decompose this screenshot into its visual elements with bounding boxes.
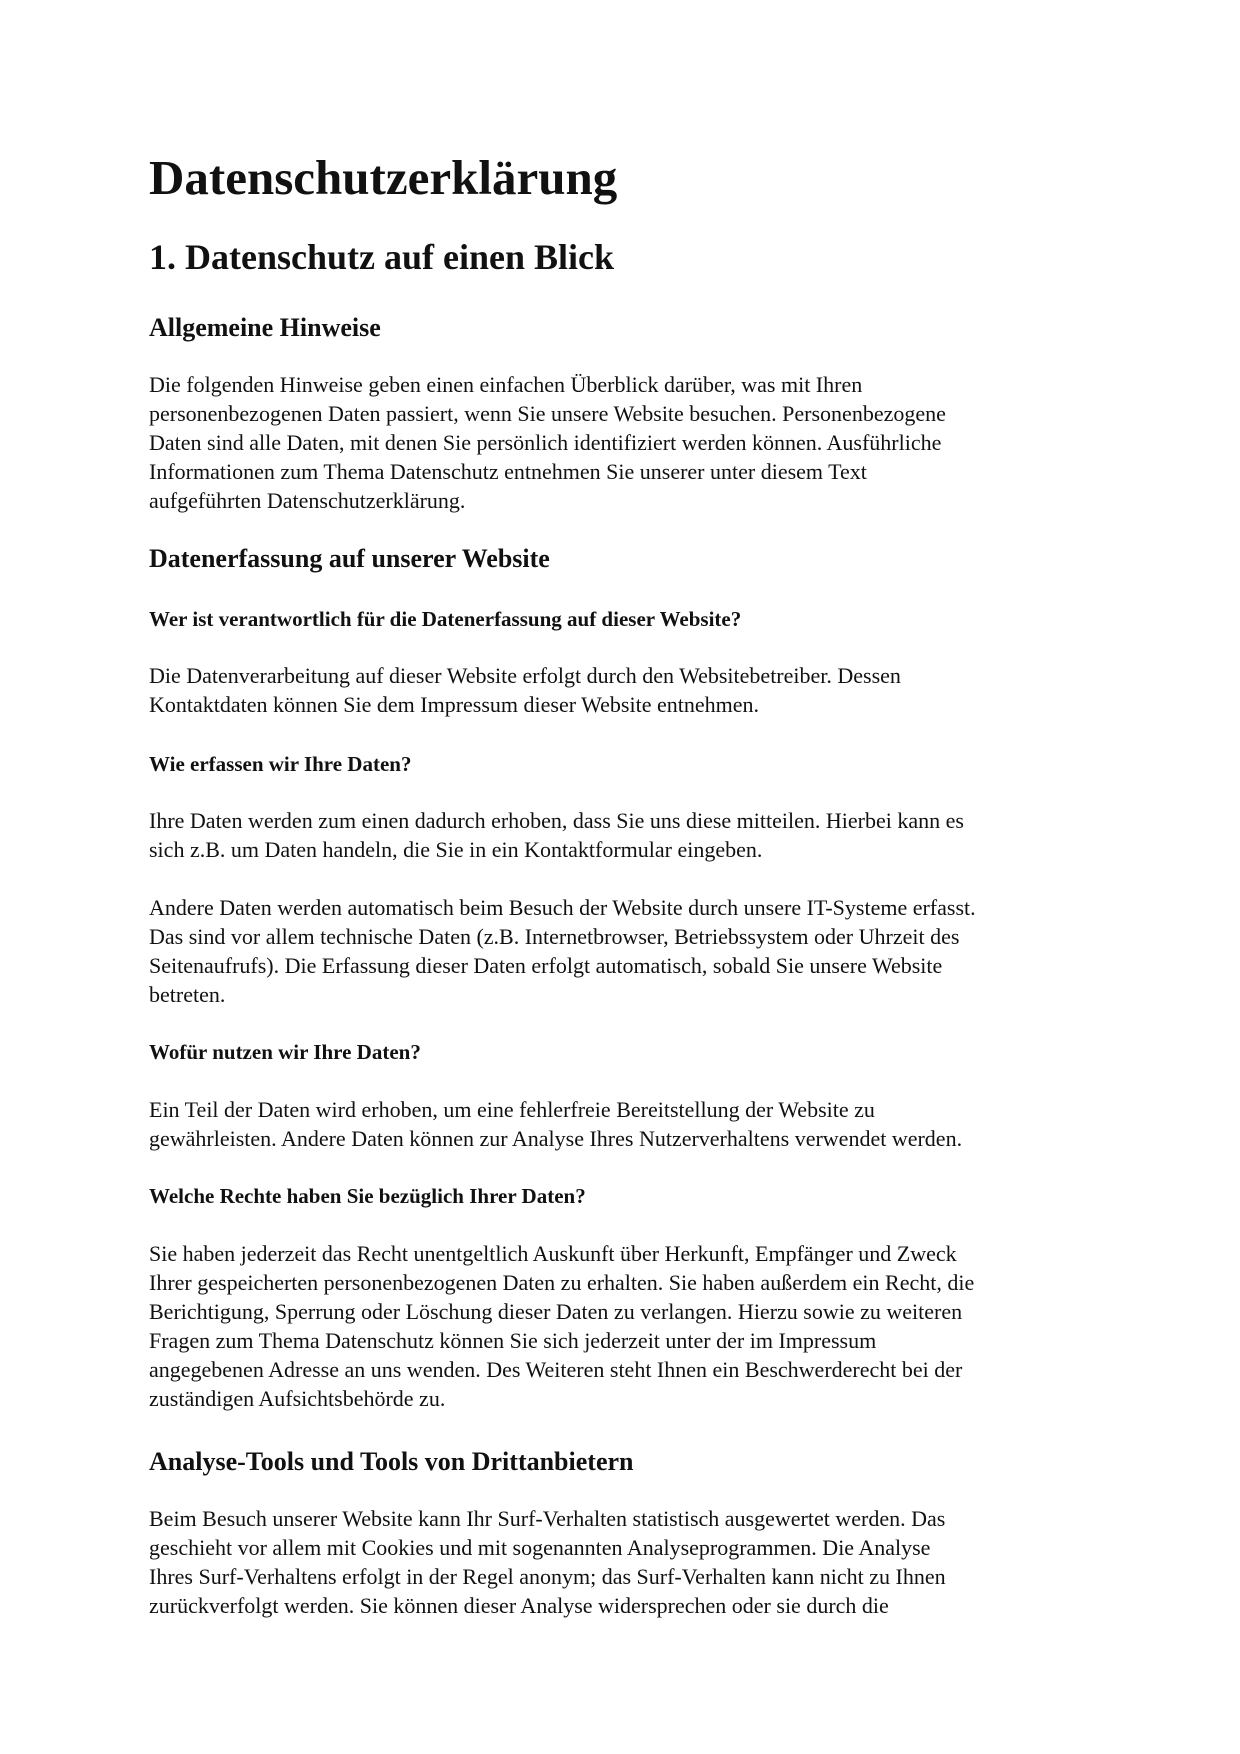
paragraph-rechte: [149, 1239, 1109, 1413]
paragraph-erfassen-2: [149, 893, 1109, 1009]
paragraph-line: Ihres Surf-Verhaltens erfolgt in der Regel anonym; das Surf-Verhalten kann nicht zu Ihnen: [149, 1564, 946, 1589]
paragraph-line: Sie haben jederzeit das Recht unentgeltlich Auskunft über Herkunft, Empfänger und Zweck: [149, 1241, 957, 1266]
paragraph-line: Seitenaufrufs). Die Erfassung dieser Daten erfolgt automatisch, sobald Sie unsere Website: [149, 953, 943, 978]
paragraph-line: Die folgenden Hinweise geben einen einfachen Überblick darüber, was mit Ihren: [149, 372, 863, 397]
paragraph-nutzen: [149, 1095, 1109, 1153]
paragraph-line: Ein Teil der Daten wird erhoben, um eine fehlerfreie Bereitstellung der Website zu: [149, 1097, 875, 1122]
question-heading-nutzen: Wofür nutzen wir Ihre Daten?: [149, 1040, 421, 1064]
paragraph-verantwortlich: [149, 661, 1109, 719]
paragraph-line: geschieht vor allem mit Cookies und mit sogenannten Analyseprogrammen. Die Analyse: [149, 1535, 931, 1560]
paragraph-line: aufgeführten Datenschutzerklärung.: [149, 488, 466, 513]
paragraph-line: Die Datenverarbeitung auf dieser Website erfolgt durch den Websitebetreiber. Dessen: [149, 663, 901, 688]
paragraph-line: Ihre Daten werden zum einen dadurch erhoben, dass Sie uns diese mitteilen. Hierbei kann es: [149, 808, 964, 833]
document-title: Datenschutzerklärung: [149, 150, 618, 205]
paragraph-line: gewährleisten. Andere Daten können zur Analyse Ihres Nutzerverhaltens verwendet werden.: [149, 1126, 963, 1151]
question-heading-erfassen: Wie erfassen wir Ihre Daten?: [149, 752, 412, 776]
question-heading-rechte: Welche Rechte haben Sie bezüglich Ihrer Daten?: [149, 1184, 586, 1208]
paragraph-line: sich z.B. um Daten handeln, die Sie in ein Kontaktformular eingeben.: [149, 837, 763, 862]
paragraph-line: Fragen zum Thema Datenschutz können Sie sich jederzeit unter der im Impressum: [149, 1328, 877, 1353]
heading-allgemeine-hinweise: Allgemeine Hinweise: [149, 313, 381, 342]
paragraph-line: personenbezogenen Daten passiert, wenn Sie unsere Website besuchen. Personenbezogene: [149, 401, 946, 426]
paragraph-line: Das sind vor allem technische Daten (z.B. Internetbrowser, Betriebssystem oder Uhrzeit des: [149, 924, 960, 949]
section-heading: 1. Datenschutz auf einen Blick: [149, 237, 615, 277]
paragraph-erfassen-1: [149, 806, 1109, 864]
paragraph-line: Daten sind alle Daten, mit denen Sie persönlich identifiziert werden können. Ausführliche: [149, 430, 942, 455]
paragraph-line: angegebenen Adresse an uns wenden. Des Weiteren steht Ihnen ein Beschwerderecht bei der: [149, 1357, 963, 1382]
heading-analyse-tools: Analyse-Tools und Tools von Drittanbietern: [149, 1447, 634, 1476]
paragraph-line: Ihrer gespeicherten personenbezogenen Daten zu erhalten. Sie haben außerdem ein Recht, die: [149, 1270, 975, 1295]
paragraph-line: Andere Daten werden automatisch beim Besuch der Website durch unsere IT-Systeme erfasst.: [149, 895, 976, 920]
paragraph-line: Kontaktdaten können Sie dem Impressum dieser Website entnehmen.: [149, 692, 760, 717]
paragraph-line: zuständigen Aufsichtsbehörde zu.: [149, 1386, 446, 1411]
paragraph-line: zurückverfolgt werden. Sie können dieser Analyse widersprechen oder sie durch die: [149, 1593, 889, 1618]
paragraph-line: Informationen zum Thema Datenschutz entnehmen Sie unserer unter diesem Text: [149, 459, 867, 484]
paragraph-analyse-tools: [149, 1504, 1109, 1620]
paragraph-line: Beim Besuch unserer Website kann Ihr Surf-Verhalten statistisch ausgewertet werden. Das: [149, 1506, 946, 1531]
paragraph-allgemeine-hinweise: [149, 370, 1109, 515]
question-heading-verantwortlich: Wer ist verantwortlich für die Datenerfassung auf dieser Website?: [149, 607, 742, 631]
paragraph-line: betreten.: [149, 982, 226, 1007]
paragraph-line: Berichtigung, Sperrung oder Löschung dieser Daten zu verlangen. Hierzu sowie zu weiteren: [149, 1299, 963, 1324]
heading-datenerfassung: Datenerfassung auf unserer Website: [149, 544, 550, 573]
